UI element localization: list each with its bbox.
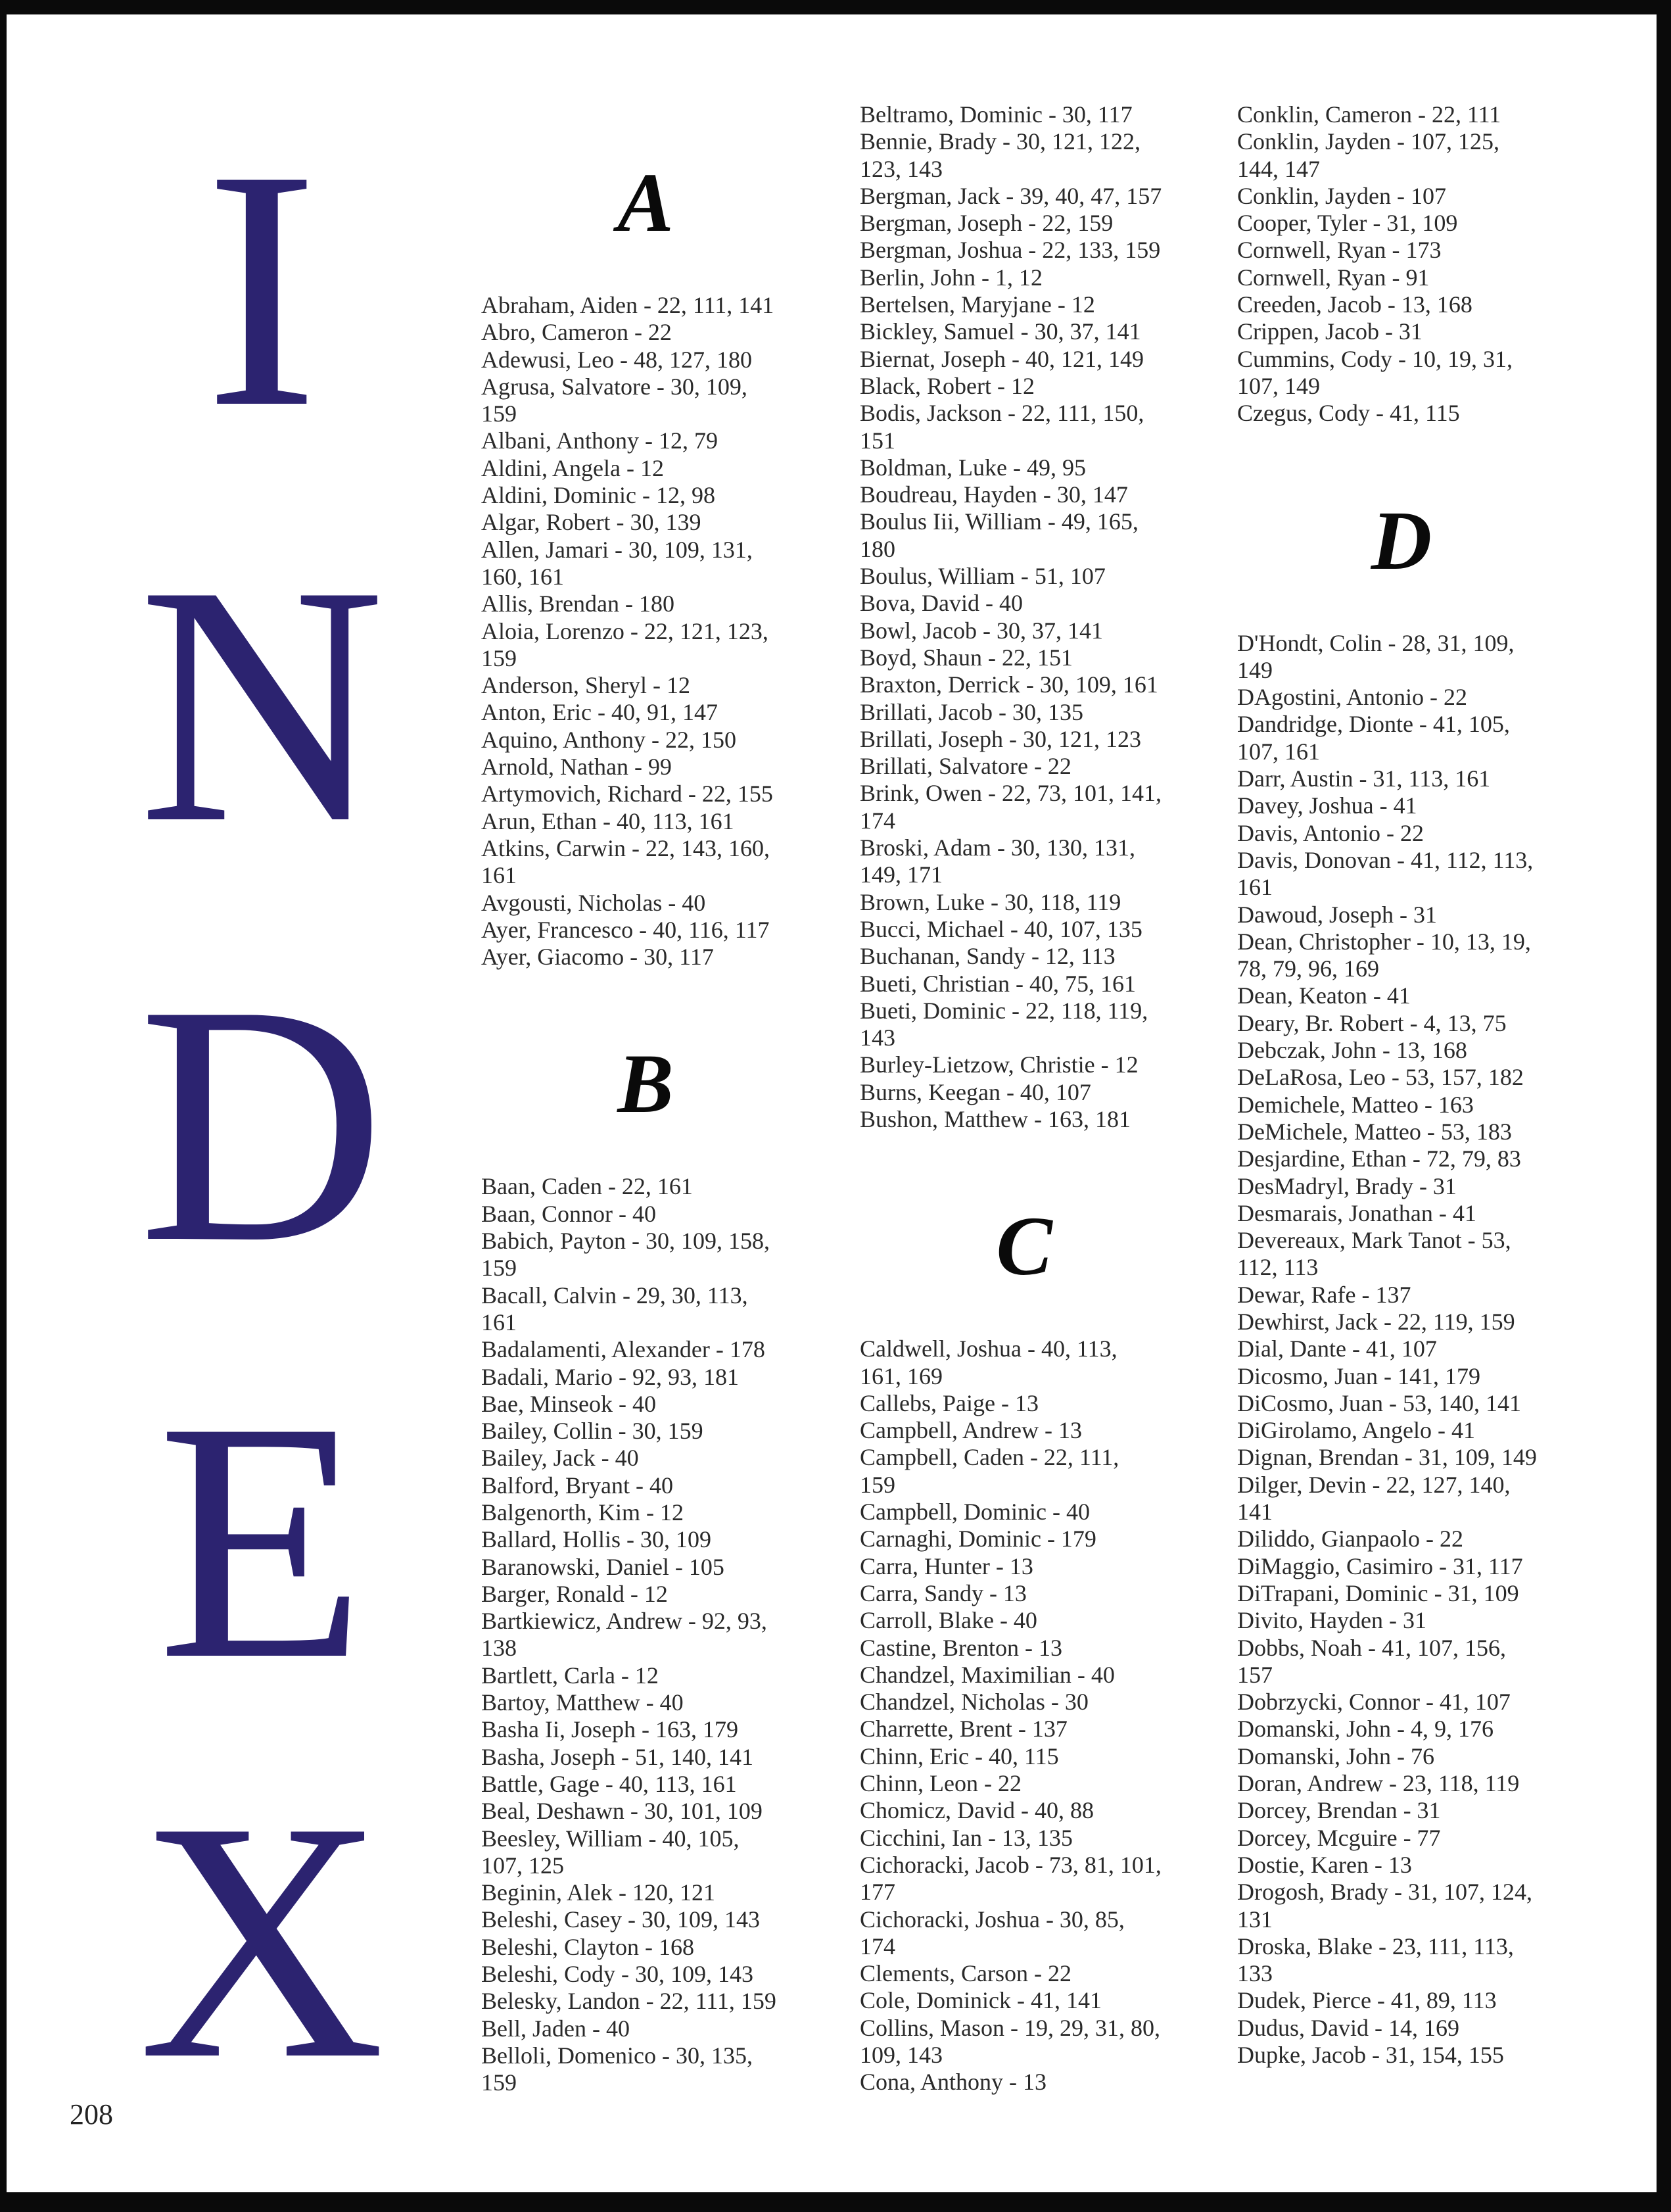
index-entry: Dilger, Devin - 22, 127, 140, 141 [1237,1471,1511,1526]
index-entry: Charrette, Brent - 137 [860,1716,1068,1743]
index-entry: Burns, Keegan - 40, 107 [860,1078,1091,1105]
index-entry: Campbell, Andrew - 13 [860,1417,1082,1444]
index-entry: DiGirolamo, Angelo - 41 [1237,1417,1475,1444]
index-entry: Caldwell, Joshua - 40, 113, 161, 169 [860,1335,1118,1389]
index-entry: Dorcey, Brendan - 31 [1237,1797,1441,1824]
index-entry: Doran, Andrew - 23, 118, 119 [1237,1770,1520,1797]
index-column-2 [860,101,1202,2096]
index-entry: Anderson, Sheryl - 12 [481,672,690,699]
index-entry: Bartoy, Matthew - 40 [481,1689,684,1716]
index-entry: Dandridge, Dionte - 41, 105, 107, 161 [1237,711,1510,765]
index-entry: Beginin, Alek - 120, 121 [481,1879,715,1906]
index-entry: Droska, Blake - 23, 111, 113, 133 [1237,1933,1514,1987]
index-entry: Dicosmo, Juan - 141, 179 [1237,1362,1480,1389]
index-entry: Devereaux, Mark Tanot - 53, 112, 113 [1237,1227,1511,1281]
index-entry: Creeden, Jacob - 13, 168 [1237,291,1472,318]
index-entry: Beal, Deshawn - 30, 101, 109 [481,1798,763,1825]
entry-list-c-continued [1237,101,1579,427]
index-entry: Conklin, Cameron - 22, 111 [1237,101,1501,128]
index-entry: Badali, Mario - 92, 93, 181 [481,1363,739,1390]
index-entry: Conklin, Jayden - 107, 125, 144, 147 [1237,128,1499,182]
index-entry: Cole, Dominick - 41, 141 [860,1987,1102,2014]
section-heading-a: A [617,156,674,249]
entry-list-d [1237,630,1579,2069]
index-entry: Baranowski, Daniel - 105 [481,1553,724,1580]
index-column-1 [481,156,823,2097]
index-entry: Boldman, Luke - 49, 95 [860,454,1086,481]
index-entry: Aquino, Anthony - 22, 150 [481,726,737,753]
index-entry: Aldini, Dominic - 12, 98 [481,482,715,509]
index-entry: Beesley, William - 40, 105, 107, 125 [481,1825,740,1879]
index-entry: Dean, Keaton - 41 [1237,982,1411,1009]
index-entry: Babich, Payton - 30, 109, 158, 159 [481,1228,770,1282]
index-entry: Cichoracki, Jacob - 73, 81, 101, 177 [860,1851,1162,1906]
index-entry: Bodis, Jackson - 22, 111, 150, 151 [860,400,1144,454]
index-entry: DesMadryl, Brady - 31 [1237,1172,1457,1199]
index-entry: Bennie, Brady - 30, 121, 122, 123, 143 [860,128,1141,182]
index-entry: Dial, Dante - 41, 107 [1237,1335,1437,1362]
index-entry: Bergman, Joshua - 22, 133, 159 [860,237,1161,264]
index-entry: Burley-Lietzow, Christie - 12 [860,1051,1139,1078]
index-entry: Bueti, Dominic - 22, 118, 119, 143 [860,997,1148,1051]
index-entry: Bacall, Calvin - 29, 30, 113, 161 [481,1282,748,1335]
index-entry: Balford, Bryant - 40 [481,1472,673,1499]
index-entry: Basha Ii, Joseph - 163, 179 [481,1716,738,1743]
entry-list-b [481,1173,823,2096]
index-entry: Carnaghi, Dominic - 179 [860,1526,1096,1552]
index-entry: Barger, Ronald - 12 [481,1580,668,1607]
index-entry: Davis, Antonio - 22 [1237,819,1424,846]
index-entry: Albani, Anthony - 12, 79 [481,427,718,454]
index-entry: Desjardine, Ethan - 72, 79, 83 [1237,1145,1521,1172]
index-entry: Artymovich, Richard - 22, 155 [481,781,773,807]
index-entry: Clements, Carson - 22 [860,1960,1071,1987]
index-entry: Dignan, Brendan - 31, 109, 149 [1237,1444,1537,1471]
index-entry: Bailey, Jack - 40 [481,1445,639,1472]
index-entry: Broski, Adam - 30, 130, 131, 149, 171 [860,834,1135,888]
index-entry: Castine, Brenton - 13 [860,1634,1062,1661]
index-entry: Arun, Ethan - 40, 113, 161 [481,807,734,834]
title-letter-i: I [204,100,319,478]
entry-list-b-continued [860,101,1202,1133]
index-entry: Abraham, Aiden - 22, 111, 141 [481,292,774,318]
index-entry: Boulus Iii, William - 49, 165, 180 [860,508,1139,562]
index-entry: Beltramo, Dominic - 30, 117 [860,101,1133,128]
index-entry: Ayer, Francesco - 40, 116, 117 [481,916,770,943]
index-entry: Agrusa, Salvatore - 30, 109, 159 [481,373,747,427]
index-entry: Brillati, Joseph - 30, 121, 123 [860,725,1141,752]
index-entry: Aloia, Lorenzo - 22, 121, 123, 159 [481,617,768,671]
index-entry: Bartlett, Carla - 12 [481,1662,659,1689]
index-entry: Collins, Mason - 19, 29, 31, 80, 109, 143 [860,2014,1161,2068]
index-entry: Dean, Christopher - 10, 13, 19, 78, 79, 96, 169 [1237,928,1531,982]
index-entry: DeLaRosa, Leo - 53, 157, 182 [1237,1064,1524,1091]
index-entry: Demichele, Matteo - 163 [1237,1091,1474,1118]
index-entry: Anton, Eric - 40, 91, 147 [481,699,718,726]
index-entry: Adewusi, Leo - 48, 127, 180 [481,346,752,373]
index-entry: Chomicz, David - 40, 88 [860,1797,1094,1824]
index-entry: Cicchini, Ian - 13, 135 [860,1824,1073,1851]
title-letter-x: X [138,1752,385,2130]
index-entry: Bova, David - 40 [860,590,1023,617]
index-entry: Belesky, Landon - 22, 111, 159 [481,1988,776,2015]
index-entry: Cona, Anthony - 13 [860,2069,1047,2096]
index-entry: Bickley, Samuel - 30, 37, 141 [860,318,1141,345]
index-entry: D'Hondt, Colin - 28, 31, 109, 149 [1237,629,1515,683]
index-entry: Arnold, Nathan - 99 [481,754,672,781]
index-entry: Dobbs, Noah - 41, 107, 156, 157 [1237,1634,1506,1688]
index-entry: Brown, Luke - 30, 118, 119 [860,888,1121,915]
index-entry: Beleshi, Casey - 30, 109, 143 [481,1906,760,1933]
section-heading-d: D [1371,493,1432,587]
index-entry: Baan, Connor - 40 [481,1200,656,1227]
section-heading-c: C [996,1199,1052,1293]
index-entry: Allis, Brendan - 180 [481,590,674,617]
index-entry: Chinn, Leon - 22 [860,1770,1022,1797]
index-entry: Campbell, Caden - 22, 111, 159 [860,1444,1119,1498]
index-entry: Boulus, William - 51, 107 [860,563,1106,590]
index-entry: Balgenorth, Kim - 12 [481,1499,684,1526]
index-entry: Abro, Cameron - 22 [481,319,672,346]
index-entry: Avgousti, Nicholas - 40 [481,889,706,916]
index-entry: Braxton, Derrick - 30, 109, 161 [860,671,1158,698]
index-entry: Dostie, Karen - 13 [1237,1851,1412,1878]
index-entry: Campbell, Dominic - 40 [860,1499,1090,1526]
section-heading-b: B [617,1037,674,1131]
index-entry: Dorcey, Mcguire - 77 [1237,1824,1441,1851]
index-entry: Cornwell, Ryan - 173 [1237,237,1442,264]
index-entry: Dupke, Jacob - 31, 154, 155 [1237,2042,1504,2068]
index-entry: Brillati, Salvatore - 22 [860,753,1071,780]
index-entry: Chinn, Eric - 40, 115 [860,1743,1059,1769]
index-entry: Drogosh, Brady - 31, 107, 124, 131 [1237,1879,1532,1933]
index-entry: Diliddo, Gianpaolo - 22 [1237,1526,1463,1552]
index-entry: Atkins, Carwin - 22, 143, 160, 161 [481,834,770,889]
index-entry: Bertelsen, Maryjane - 12 [860,291,1095,318]
index-entry: Davey, Joshua - 41 [1237,792,1417,819]
index-entry: DeMichele, Matteo - 53, 183 [1237,1118,1512,1145]
index-entry: Berlin, John - 1, 12 [860,264,1043,291]
entry-list-a [481,292,823,971]
index-entry: Baan, Caden - 22, 161 [481,1173,693,1200]
index-entry: Belloli, Domenico - 30, 135, 159 [481,2042,753,2096]
index-entry: Desmarais, Jonathan - 41 [1237,1199,1476,1226]
index-entry: Beleshi, Cody - 30, 109, 143 [481,1961,753,1988]
index-entry: Cornwell, Ryan - 91 [1237,264,1430,291]
index-entry: Ayer, Giacomo - 30, 117 [481,944,714,971]
index-entry: Ballard, Hollis - 30, 109 [481,1526,711,1553]
index-entry: Biernat, Joseph - 40, 121, 149 [860,345,1144,372]
index-entry: Bae, Minseok - 40 [481,1390,656,1417]
index-entry: Boyd, Shaun - 22, 151 [860,644,1073,671]
index-entry: DiMaggio, Casimiro - 31, 117 [1237,1552,1523,1579]
index-entry: Dawoud, Joseph - 31 [1237,901,1437,928]
index-entry: Bowl, Jacob - 30, 37, 141 [860,617,1103,644]
index-entry: Dobrzycki, Connor - 41, 107 [1237,1689,1511,1716]
index-entry: Bergman, Joseph - 22, 159 [860,210,1114,237]
index-entry: Allen, Jamari - 30, 109, 131, 160, 161 [481,536,753,590]
index-entry: Chandzel, Nicholas - 30 [860,1689,1089,1716]
index-entry: Cooper, Tyler - 31, 109 [1237,210,1458,237]
index-entry: Battle, Gage - 40, 113, 161 [481,1770,737,1797]
entry-list-c [860,1335,1202,2096]
index-entry: Boudreau, Hayden - 30, 147 [860,481,1128,508]
index-entry: Carra, Sandy - 13 [860,1579,1027,1606]
index-page [7,14,1657,2192]
index-entry: Deary, Br. Robert - 4, 13, 75 [1237,1009,1507,1036]
title-letter-d: D [138,935,385,1313]
index-entry: Bergman, Jack - 39, 40, 47, 157 [860,182,1162,209]
index-entry: Bucci, Michael - 40, 107, 135 [860,915,1142,942]
index-entry: DAgostini, Antonio - 22 [1237,684,1468,711]
index-entry: Bartkiewicz, Andrew - 92, 93, 138 [481,1608,767,1662]
index-entry: Davis, Donovan - 41, 112, 113, 161 [1237,846,1534,901]
index-entry: Bushon, Matthew - 163, 181 [860,1105,1131,1132]
index-entry: Divito, Hayden - 31 [1237,1607,1426,1634]
index-entry: Domanski, John - 4, 9, 176 [1237,1716,1494,1743]
index-entry: Conklin, Jayden - 107 [1237,182,1446,209]
index-entry: Dewhirst, Jack - 22, 119, 159 [1237,1308,1515,1335]
index-entry: Bueti, Christian - 40, 75, 161 [860,970,1136,997]
index-entry: Carroll, Blake - 40 [860,1607,1037,1634]
index-column-3 [1237,101,1579,2069]
title-letter-e: E [157,1352,366,1730]
index-entry: Dewar, Rafe - 137 [1237,1281,1411,1308]
index-entry: Chandzel, Maximilian - 40 [860,1661,1115,1688]
index-entry: Black, Robert - 12 [860,372,1035,399]
index-entry: Dudus, David - 14, 169 [1237,2014,1459,2041]
index-entry: Debczak, John - 13, 168 [1237,1037,1467,1064]
index-entry: Dudek, Pierce - 41, 89, 113 [1237,1987,1497,2014]
index-entry: DiCosmo, Juan - 53, 140, 141 [1237,1389,1521,1416]
index-entry: Domanski, John - 76 [1237,1743,1434,1769]
title-letter-n: N [138,516,385,894]
index-entry: Cichoracki, Joshua - 30, 85, 174 [860,1906,1125,1960]
page-number: 208 [70,2098,113,2130]
index-entry: Beleshi, Clayton - 168 [481,1933,694,1960]
index-entry: Algar, Robert - 30, 139 [481,509,701,536]
index-entry: Bell, Jaden - 40 [481,2015,630,2042]
index-entry: Basha, Joseph - 51, 140, 141 [481,1743,753,1770]
index-entry: Cummins, Cody - 10, 19, 31, 107, 149 [1237,345,1513,399]
index-entry: DiTrapani, Dominic - 31, 109 [1237,1579,1519,1606]
index-entry: Brillati, Jacob - 30, 135 [860,698,1083,725]
index-entry: Badalamenti, Alexander - 178 [481,1336,765,1363]
index-entry: Darr, Austin - 31, 113, 161 [1237,765,1491,792]
index-entry: Czegus, Cody - 41, 115 [1237,400,1460,427]
index-entry: Bailey, Collin - 30, 159 [481,1418,703,1445]
index-entry: Carra, Hunter - 13 [860,1552,1033,1579]
index-entry: Aldini, Angela - 12 [481,454,664,481]
index-entry: Buchanan, Sandy - 12, 113 [860,943,1116,970]
index-entry: Callebs, Paige - 13 [860,1389,1039,1416]
index-entry: Crippen, Jacob - 31 [1237,318,1423,345]
index-entry: Brink, Owen - 22, 73, 101, 141, 174 [860,780,1162,834]
